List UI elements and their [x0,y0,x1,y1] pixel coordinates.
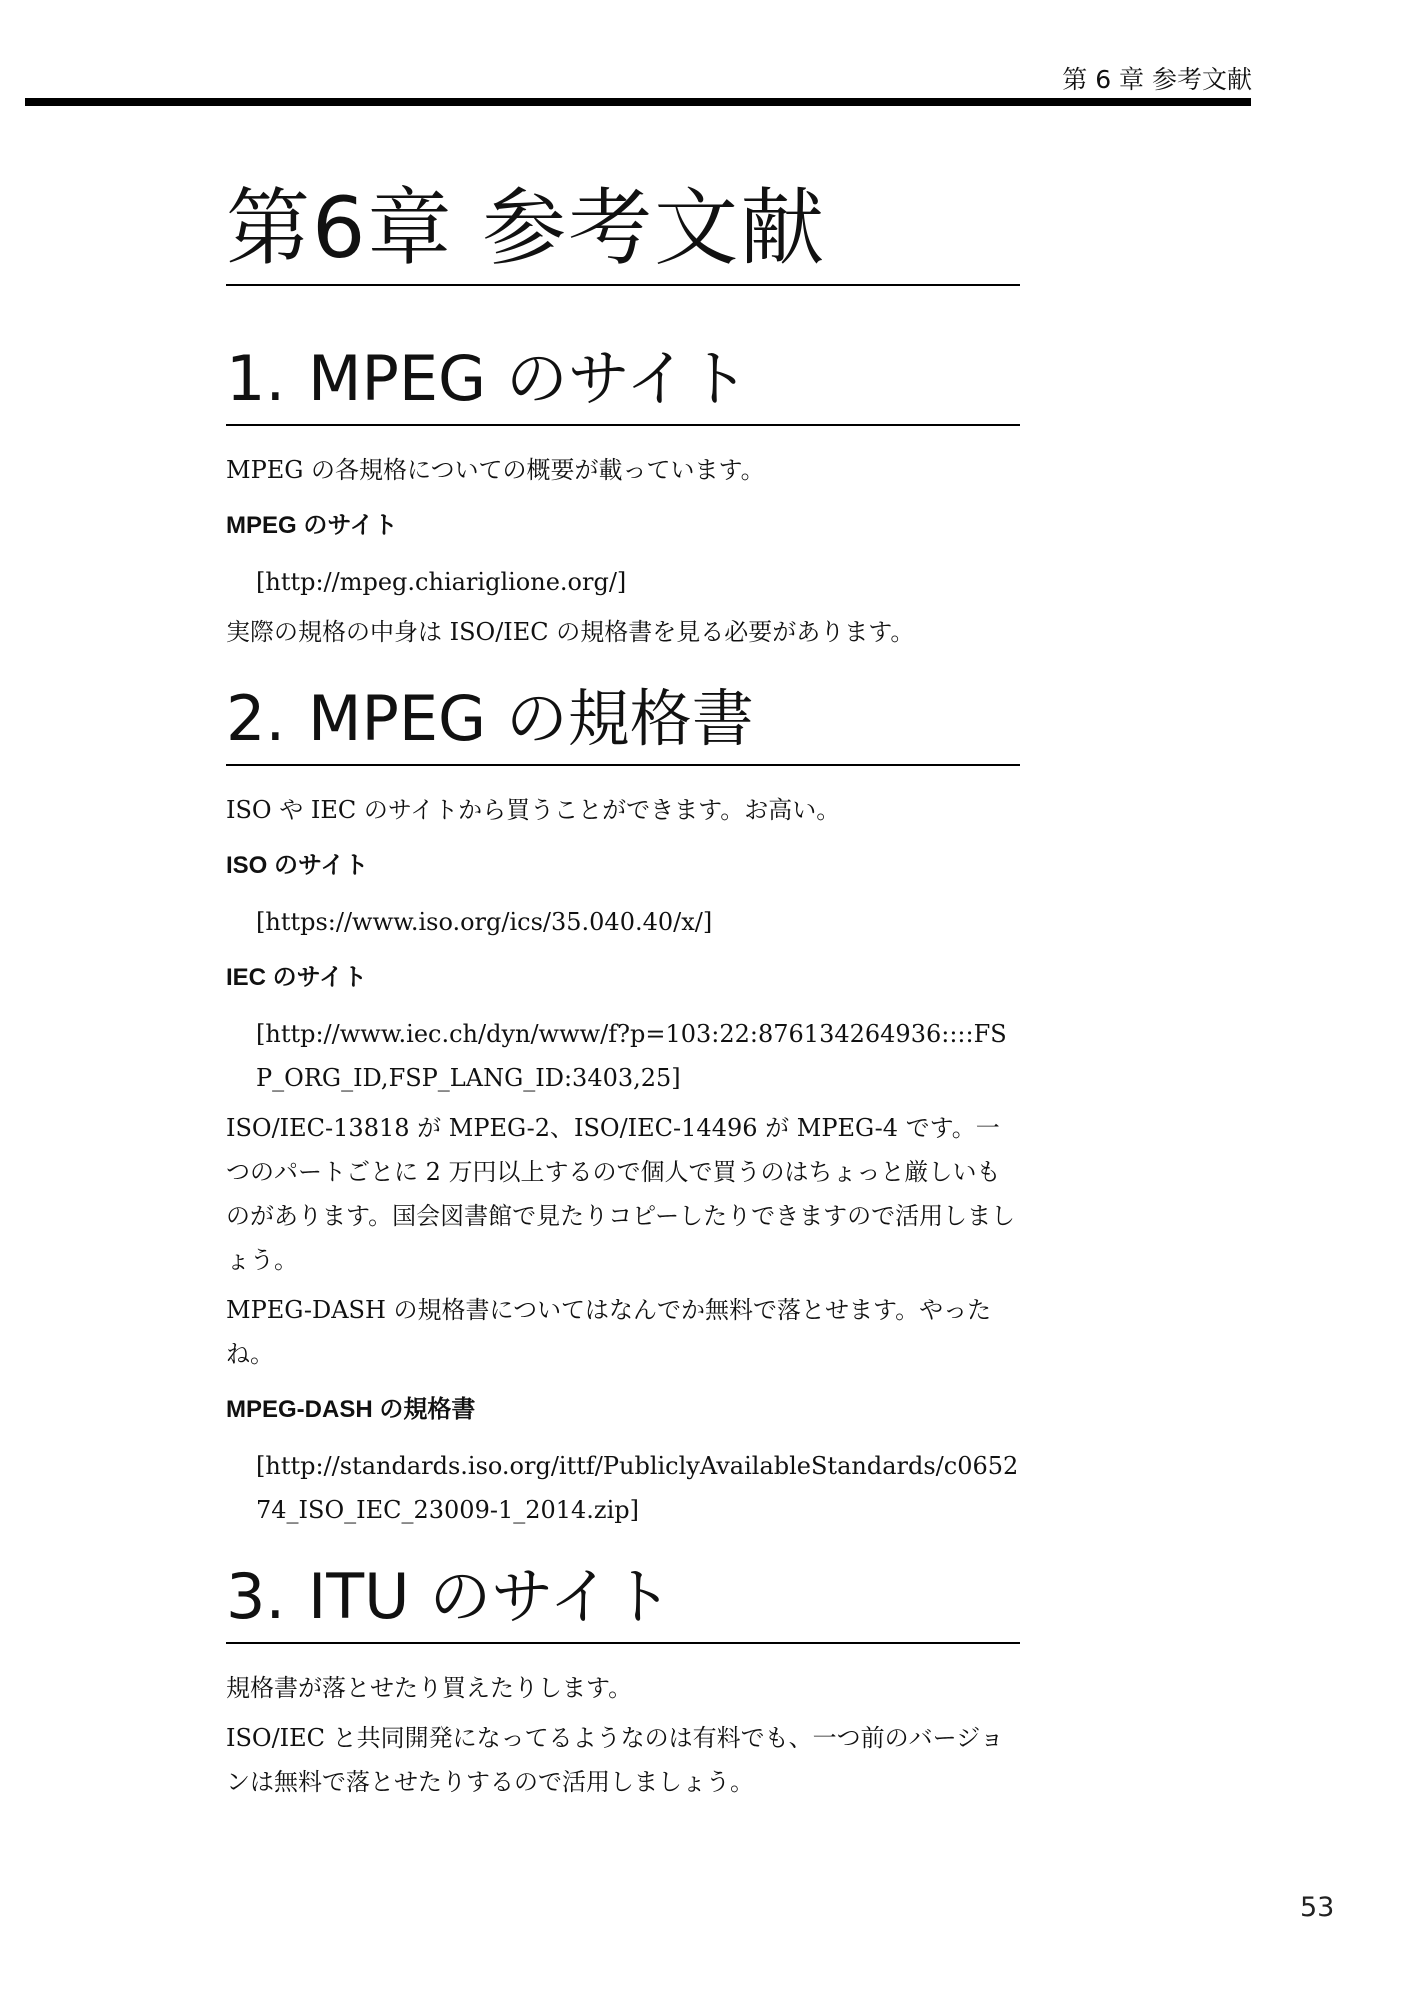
section-3-intro: 規格書が落とせたり買えたりします。 [226,1674,633,1702]
section-2-heading: MPEG の規格書 [308,682,754,755]
chapter-title: 第6章 参考文献 [226,178,1020,286]
iso-subheading: ISO のサイト [226,852,369,879]
iec-subheading: IEC のサイト [226,964,367,991]
section-1-intro: MPEG の各規格についての概要が載っています。 [226,456,765,484]
section-2-number: 2. [226,682,286,755]
section-3-paragraph: ISO/IEC と共同開発になってるようなのは有料でも、一つ前のバージョンは無料で落とせたりするので活用しましょう。 [226,1724,1004,1796]
section-2-title [226,682,1020,766]
mpeg-site-link[interactable]: [http://mpeg.chiariglione.org/] [256,568,627,596]
section-1-heading: MPEG のサイト [308,342,750,415]
section-1-note: 実際の規格の中身は ISO/IEC の規格書を見る必要があります。 [226,618,915,646]
section-2-paragraph: ISO/IEC-13818 が MPEG-2、ISO/IEC-14496 が MPEG-4 です。一つのパートごとに 2 万円以上するので個人で買うのはちょっと厳しいものがあります。国会図書館で見たりコピーしたりできますので活用しましょう。 [226,1114,1016,1274]
section-2-intro: ISO や IEC のサイトから買うことができます。お高い。 [226,796,841,824]
iec-site-link[interactable]: [http://www.iec.ch/dyn/www/f?p=103:22:876134264936::::FSP_ORG_ID,FSP_LANG_ID:3403,25] [256,1020,1007,1092]
iso-site-link[interactable]: [https://www.iso.org/ics/35.040.40/x/] [256,908,713,936]
section-2-dash-intro: MPEG-DASH の規格書についてはなんでか無料で落とせます。やったね。 [226,1296,992,1368]
dash-subheading: MPEG-DASH の規格書 [226,1396,476,1423]
page-number: 53 [1300,1892,1335,1923]
section-3-number: 3. [226,1560,286,1633]
running-head: 第 6 章 参考文献 [1062,65,1252,94]
header-rule [25,98,1251,106]
section-1-title [226,342,1020,426]
section-1-subheading: MPEG のサイト [226,512,398,539]
section-3-title [226,1560,1020,1644]
mpeg-dash-link[interactable]: [http://standards.iso.org/ittf/PubliclyAvailableStandards/c065274_ISO_IEC_23009-1_2014.zip] [256,1452,1019,1524]
page-content [226,178,1020,1804]
section-3-heading: ITU のサイト [308,1560,673,1633]
section-1-number: 1. [226,342,286,415]
